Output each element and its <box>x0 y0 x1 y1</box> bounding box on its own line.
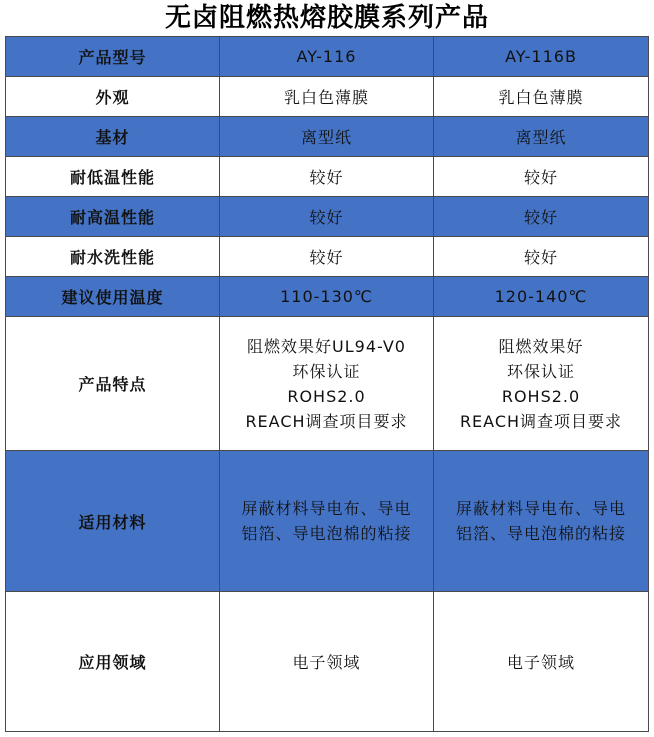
cell-wash-ay116b: 较好 <box>434 237 649 277</box>
cell-model-ay116: AY-116 <box>220 37 434 77</box>
table-row-low-temp <box>6 157 649 197</box>
table-row-features <box>6 317 649 451</box>
row-label-high-temp: 耐高温性能 <box>6 197 220 237</box>
row-label-substrate: 基材 <box>6 117 220 157</box>
row-label-use-temp: 建议使用温度 <box>6 277 220 317</box>
feature-line: REACH调查项目要求 <box>245 411 408 431</box>
cell-application-ay116: 电子领域 <box>220 592 434 732</box>
cell-low-temp-ay116b: 较好 <box>434 157 649 197</box>
row-label-model: 产品型号 <box>6 37 220 77</box>
feature-line: ROHS2.0 <box>501 386 581 406</box>
table-row-substrate <box>6 117 649 157</box>
feature-line: REACH调查项目要求 <box>459 411 623 431</box>
row-label-application: 应用领域 <box>6 592 220 732</box>
feature-line: ROHS2.0 <box>287 386 366 406</box>
cell-use-temp-ay116: 110-130℃ <box>220 277 434 317</box>
cell-substrate-ay116: 离型纸 <box>220 117 434 157</box>
material-line: 屏蔽材料导电布、导电 <box>455 499 626 518</box>
spec-table <box>5 36 649 732</box>
cell-model-ay116b: AY-116B <box>434 37 649 77</box>
table-row-model <box>6 37 649 77</box>
cell-materials-ay116 <box>220 451 434 592</box>
cell-high-temp-ay116b: 较好 <box>434 197 649 237</box>
cell-low-temp-ay116: 较好 <box>220 157 434 197</box>
row-label-low-temp: 耐低温性能 <box>6 157 220 197</box>
feature-line: 阻燃效果好UL94-V0 <box>247 336 406 356</box>
cell-materials-ay116b <box>434 451 649 592</box>
cell-wash-ay116: 较好 <box>220 237 434 277</box>
material-line: 铝箔、导电泡棉的粘接 <box>455 524 626 543</box>
table-row-application <box>6 592 649 732</box>
cell-features-ay116 <box>220 317 434 451</box>
cell-appearance-ay116b: 乳白色薄膜 <box>434 77 649 117</box>
cell-high-temp-ay116: 较好 <box>220 197 434 237</box>
table-row-appearance <box>6 77 649 117</box>
cell-application-ay116b: 电子领域 <box>434 592 649 732</box>
table-row-high-temp <box>6 197 649 237</box>
table-row-use-temp <box>6 277 649 317</box>
material-line: 屏蔽材料导电布、导电 <box>241 499 412 518</box>
feature-line: 环保认证 <box>292 361 361 381</box>
material-line: 铝箔、导电泡棉的粘接 <box>241 524 412 543</box>
row-label-wash: 耐水洗性能 <box>6 237 220 277</box>
row-label-materials: 适用材料 <box>6 451 220 592</box>
cell-appearance-ay116: 乳白色薄膜 <box>220 77 434 117</box>
feature-line: 环保认证 <box>506 361 575 381</box>
cell-substrate-ay116b: 离型纸 <box>434 117 649 157</box>
cell-use-temp-ay116b: 120-140℃ <box>434 277 649 317</box>
page-title: 无卤阻燃热熔胶膜系列产品 <box>164 3 489 33</box>
feature-line: 阻燃效果好 <box>498 336 584 356</box>
table-row-wash <box>6 237 649 277</box>
row-label-features: 产品特点 <box>6 317 220 451</box>
table-row-materials <box>6 451 649 592</box>
cell-features-ay116b <box>434 317 649 451</box>
row-label-appearance: 外观 <box>6 77 220 117</box>
